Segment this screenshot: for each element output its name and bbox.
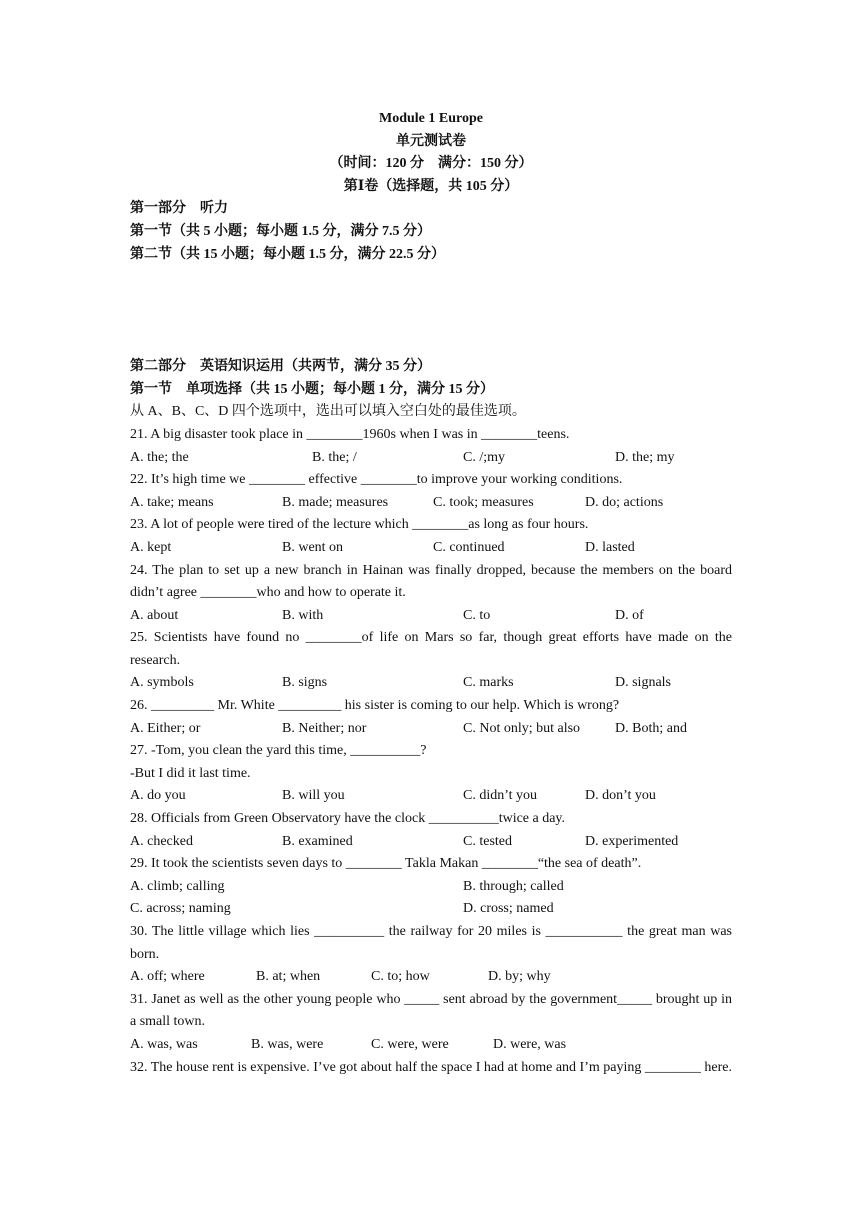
question-stem: 28. Officials from Green Observatory have the clock __________twice a day. <box>130 811 566 827</box>
option-b: B. signs <box>282 675 328 691</box>
options-row <box>130 605 732 628</box>
options-row <box>130 831 732 854</box>
option-a: A. climb; calling <box>130 878 225 894</box>
option-d: D. the; my <box>615 449 675 465</box>
question-stem: 25. Scientists have found no ________of life on Mars so far, though great efforts have made on the research. <box>130 630 732 668</box>
option-a: A. take; means <box>130 494 214 510</box>
option-b: B. made; measures <box>282 494 389 510</box>
question-stem: 23. A lot of people were tired of the lecture which ________as long as four hours. <box>130 517 589 533</box>
option-b: B. with <box>282 607 324 623</box>
time-info: （时间：120 分 满分：150 分） <box>329 156 533 172</box>
option-d: D. experimented <box>585 833 679 849</box>
option-c: C. tested <box>463 833 512 849</box>
option-a: A. was, was <box>130 1036 198 1052</box>
options-row <box>130 718 732 741</box>
option-c: C. across; naming <box>130 901 231 917</box>
option-b: B. through; called <box>463 878 564 894</box>
part2-section1: 第一节 单项选择（共 15 小题；每小题 1 分，满分 15 分） <box>130 381 494 397</box>
part2-title: 第二部分 英语知识运用（共两节，满分 35 分） <box>130 359 431 375</box>
question-stem: 21. A big disaster took place in ________1960s when I was in ________teens. <box>130 426 570 442</box>
part1-section1: 第一节（共 5 小题；每小题 1.5 分，满分 7.5 分） <box>130 223 431 239</box>
option-a: A. symbols <box>130 675 194 691</box>
option-c: C. marks <box>463 675 514 691</box>
option-b: B. will you <box>282 788 345 804</box>
instruction: 从 A、B、C、D 四个选项中，选出可以填入空白处的最佳选项。 <box>130 404 526 420</box>
options-row <box>130 1034 732 1057</box>
option-a: A. about <box>130 607 179 623</box>
option-c: C. /;my <box>463 449 506 465</box>
option-c: C. took; measures <box>433 494 534 510</box>
exam-title: Module 1 Europe <box>379 111 483 126</box>
question-stem: 30. The little village which lies __________ the railway for 20 miles is ___________ the great man was born. <box>130 924 732 962</box>
option-d: D. lasted <box>585 539 635 555</box>
option-c: C. to; how <box>371 969 430 985</box>
option-c: C. didn’t you <box>463 788 538 804</box>
option-d: D. signals <box>615 675 671 691</box>
question-stem: 29. It took the scientists seven days to ________ Takla Makan ________“the sea of death”. <box>130 856 642 872</box>
option-d: D. were, was <box>493 1036 567 1052</box>
options-row <box>130 672 732 695</box>
options-row <box>130 966 732 989</box>
question-stem-reply: -But I did it last time. <box>130 765 251 781</box>
option-c: C. Not only; but also <box>463 720 581 736</box>
option-d: D. by; why <box>488 969 551 985</box>
option-d: D. don’t you <box>585 788 656 804</box>
volume-heading: 第Ⅰ卷（选择题，共 105 分） <box>343 178 519 194</box>
option-d: D. of <box>615 607 644 623</box>
option-b: B. went on <box>282 539 344 555</box>
exam-subtitle: 单元测试卷 <box>396 133 466 149</box>
blank-space <box>130 266 732 356</box>
options-row <box>130 876 732 899</box>
option-c: C. were, were <box>371 1036 449 1052</box>
question-stem: 31. Janet as well as the other young people who _____ sent abroad by the government_____ brought up in a small town. <box>130 991 732 1030</box>
option-d: D. Both; and <box>615 720 687 736</box>
option-c: C. continued <box>433 539 505 555</box>
option-b: B. Neither; nor <box>282 720 367 736</box>
option-d: D. cross; named <box>463 901 554 917</box>
part1-section2: 第二节（共 15 小题；每小题 1.5 分，满分 22.5 分） <box>130 246 445 262</box>
option-a: A. checked <box>130 833 193 849</box>
question-stem: 27. -Tom, you clean the yard this time, __________? <box>130 743 427 759</box>
options-row <box>130 447 732 470</box>
option-b: B. was, were <box>251 1036 324 1052</box>
option-a: A. kept <box>130 539 172 555</box>
option-a: A. do you <box>130 788 186 804</box>
part1-title: 第一部分 听力 <box>130 201 228 217</box>
option-a: A. off; where <box>130 969 205 985</box>
options-row <box>130 537 732 560</box>
option-a: A. the; the <box>130 449 189 465</box>
option-b: B. at; when <box>256 969 321 985</box>
option-b: B. examined <box>282 833 353 849</box>
question-stem: 22. It’s high time we ________ effective ________to improve your working conditions. <box>130 472 623 488</box>
option-b: B. the; / <box>312 449 357 465</box>
question-stem: 24. The plan to set up a new branch in Hainan was finally dropped, because the members on the board didn’t agree ________who and how to operate it. <box>130 562 732 601</box>
question-stem: 32. The house rent is expensive. I’ve got about half the space I had at home and I’m paying ________ here. <box>130 1059 732 1075</box>
options-row <box>130 492 732 515</box>
question-stem: 26. _________ Mr. White _________ his sister is coming to our help. Which is wrong? <box>130 698 620 714</box>
options-row <box>130 898 732 921</box>
option-d: D. do; actions <box>585 494 664 510</box>
exam-page <box>130 108 732 1079</box>
option-c: C. to <box>463 607 491 623</box>
option-a: A. Either; or <box>130 720 201 736</box>
options-row <box>130 785 732 808</box>
